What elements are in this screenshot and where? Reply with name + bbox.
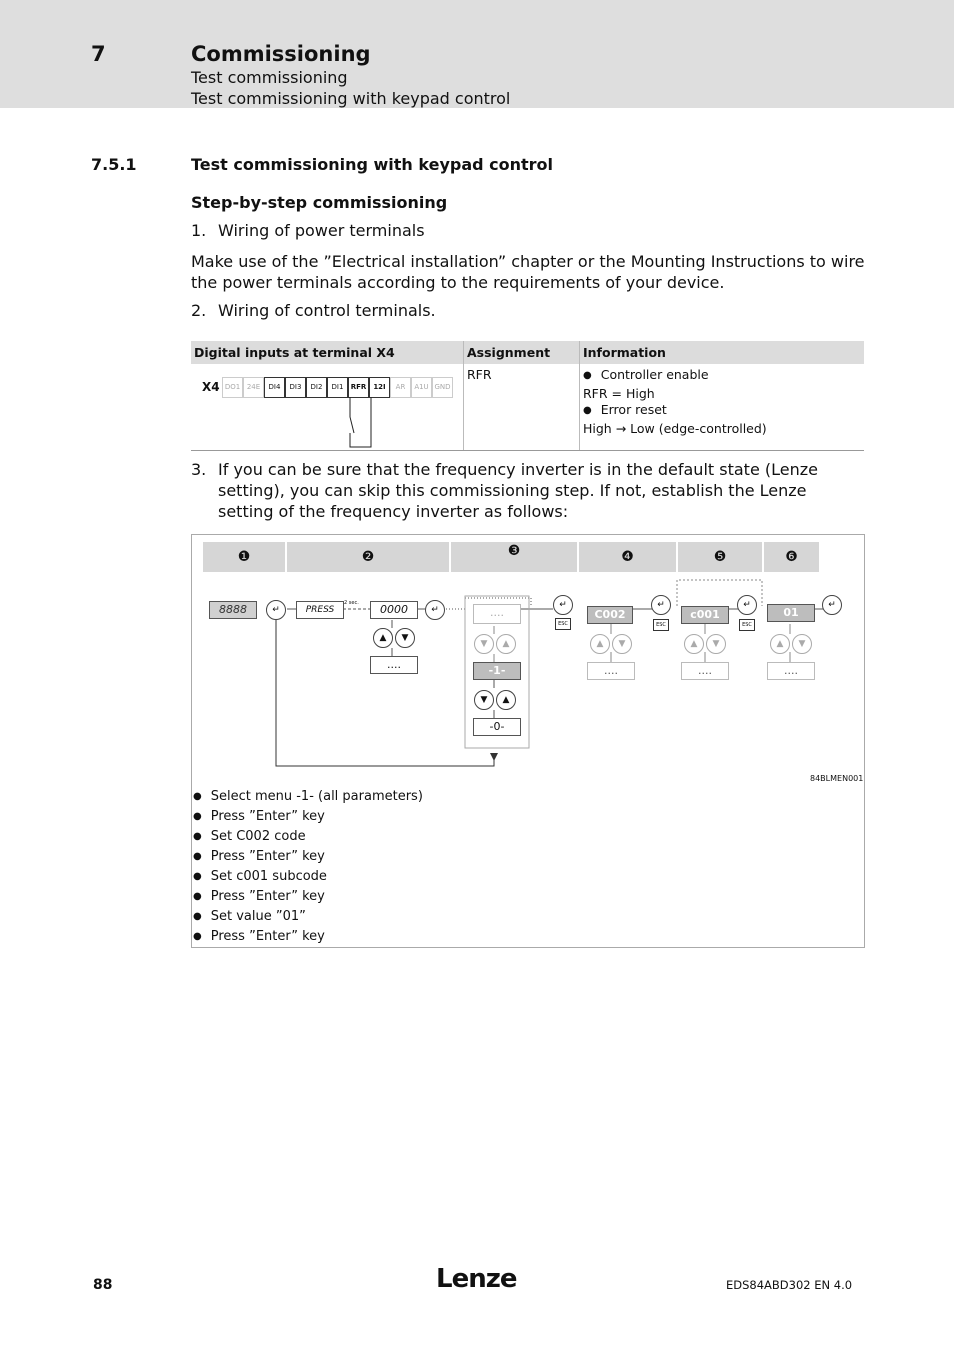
terminal-strip	[222, 377, 453, 398]
step-text: Wiring of control terminals.	[218, 301, 436, 320]
step-number: 2.	[191, 301, 207, 320]
legend-item: ● Set value ”01”	[193, 909, 306, 924]
display-0000: 0000	[370, 601, 418, 619]
breadcrumb-section: Test commissioning	[191, 68, 348, 87]
display-8888: 8888	[209, 601, 257, 619]
enter-key[interactable]: ↵	[425, 600, 445, 620]
info-bullet: ● Error reset	[583, 402, 861, 421]
down-key[interactable]: ▼	[395, 628, 415, 648]
display-dots: ....	[587, 662, 635, 680]
down-key[interactable]: ▼	[612, 634, 632, 654]
document-code: EDS84ABD302 EN 4.0	[726, 1278, 853, 1292]
display-c001: c001	[681, 606, 729, 624]
table-header: Digital inputs at terminal X4	[191, 341, 464, 364]
legend-item: ● Press ”Enter” key	[193, 929, 325, 944]
terminal-cell: AR	[390, 377, 411, 398]
enter-key[interactable]: ↵	[553, 595, 573, 615]
legend-item: ● Select menu -1- (all parameters)	[193, 789, 423, 804]
up-key[interactable]: ▲	[770, 634, 790, 654]
step-2	[191, 301, 436, 320]
terminal-cell: DI1	[327, 377, 348, 398]
power-wiring-paragraph: Make use of the ”Electrical installation” chapter or the Mounting Instructions to wire the power terminals according to the requirements of your device.	[191, 252, 865, 292]
chapter-title: Commissioning	[191, 42, 371, 66]
chapter-number: 7	[91, 42, 106, 66]
terminal-cell: GND	[432, 377, 453, 398]
figure-column-3: ❸	[451, 542, 577, 572]
esc-key[interactable]: ESC	[653, 619, 669, 631]
display-menu-0: -0-	[473, 718, 521, 736]
enter-key[interactable]: ↵	[266, 600, 286, 620]
step-heading: Step-by-step commissioning	[191, 193, 448, 212]
display-dots: ....	[767, 662, 815, 680]
up-key[interactable]: ▲	[373, 628, 393, 648]
terminal-cell: DO1	[222, 377, 243, 398]
up-key[interactable]: ▲	[684, 634, 704, 654]
legend-item: ● Set C002 code	[193, 829, 306, 844]
section-number: 7.5.1	[91, 155, 137, 174]
info-line: High → Low (edge-controlled)	[583, 420, 767, 436]
terminal-cell: DI3	[285, 377, 306, 398]
table-header: Information	[580, 341, 865, 364]
terminal-label: X4	[202, 380, 220, 394]
terminal-cell: 12I	[369, 377, 390, 398]
table-header: Assignment	[464, 341, 580, 364]
legend-item: ● Press ”Enter” key	[193, 889, 325, 904]
display-dots: ....	[681, 662, 729, 680]
esc-key[interactable]: ESC	[739, 619, 755, 631]
step-text: If you can be sure that the frequency inverter is in the default state (Lenze setting), you can skip this commissioning step. If not, establish the Lenze setting of the frequency inverter as follows:	[218, 460, 818, 521]
information-cell	[580, 364, 865, 451]
figure-column-6: ❻	[764, 542, 819, 572]
down-key[interactable]: ▼	[792, 634, 812, 654]
up-key[interactable]: ▲	[590, 634, 610, 654]
esc-key[interactable]: ESC	[555, 618, 571, 630]
terminal-cell: RFR	[348, 377, 369, 398]
figure-column-5: ❺	[678, 542, 762, 572]
terminal-cell: 24E	[243, 377, 264, 398]
terminal-cell: A1U	[411, 377, 432, 398]
lenze-logo: Lenze	[436, 1264, 517, 1294]
display-dots: ....	[473, 604, 521, 624]
info-line: RFR = High	[583, 385, 655, 401]
enter-key[interactable]: ↵	[737, 595, 757, 615]
switch-wiring	[340, 397, 380, 451]
up-key[interactable]: ▲	[496, 690, 516, 710]
step-3	[191, 459, 861, 522]
legend-item: ● Press ”Enter” key	[193, 849, 325, 864]
delay-label: 2 sec.	[344, 600, 359, 606]
display-01: 01	[767, 604, 815, 622]
down-key[interactable]: ▼	[474, 690, 494, 710]
figure-column-2: ❷	[287, 542, 449, 572]
info-bullet: ● Controller enable	[583, 367, 861, 386]
terminal-cell: DI2	[306, 377, 327, 398]
display-c002: C002	[587, 606, 633, 624]
step-text: Wiring of power terminals	[218, 221, 425, 240]
legend-item: ● Set c001 subcode	[193, 869, 327, 884]
step-number: 1.	[191, 221, 207, 240]
figure-column-4: ❹	[579, 542, 676, 572]
down-key[interactable]: ▼	[706, 634, 726, 654]
display-press: PRESS	[296, 601, 344, 619]
assignment-cell: RFR	[464, 364, 580, 451]
figure-column-1: ❶	[203, 542, 285, 572]
page-number: 88	[93, 1277, 113, 1293]
legend-item: ● Press ”Enter” key	[193, 809, 325, 824]
step-1	[191, 221, 425, 240]
enter-key[interactable]: ↵	[651, 595, 671, 615]
step-number: 3.	[191, 460, 207, 479]
display-menu-1: -1-	[473, 662, 521, 680]
display-dots: ....	[370, 656, 418, 674]
up-key[interactable]: ▲	[496, 634, 516, 654]
terminal-cell: DI4	[264, 377, 285, 398]
section-title: Test commissioning with keypad control	[191, 155, 554, 174]
enter-key[interactable]: ↵	[822, 595, 842, 615]
breadcrumb-subsection: Test commissioning with keypad control	[191, 89, 511, 108]
figure-code: 84BLMEN001	[810, 774, 864, 783]
figure-connector-lines	[191, 534, 863, 774]
down-key[interactable]: ▼	[474, 634, 494, 654]
